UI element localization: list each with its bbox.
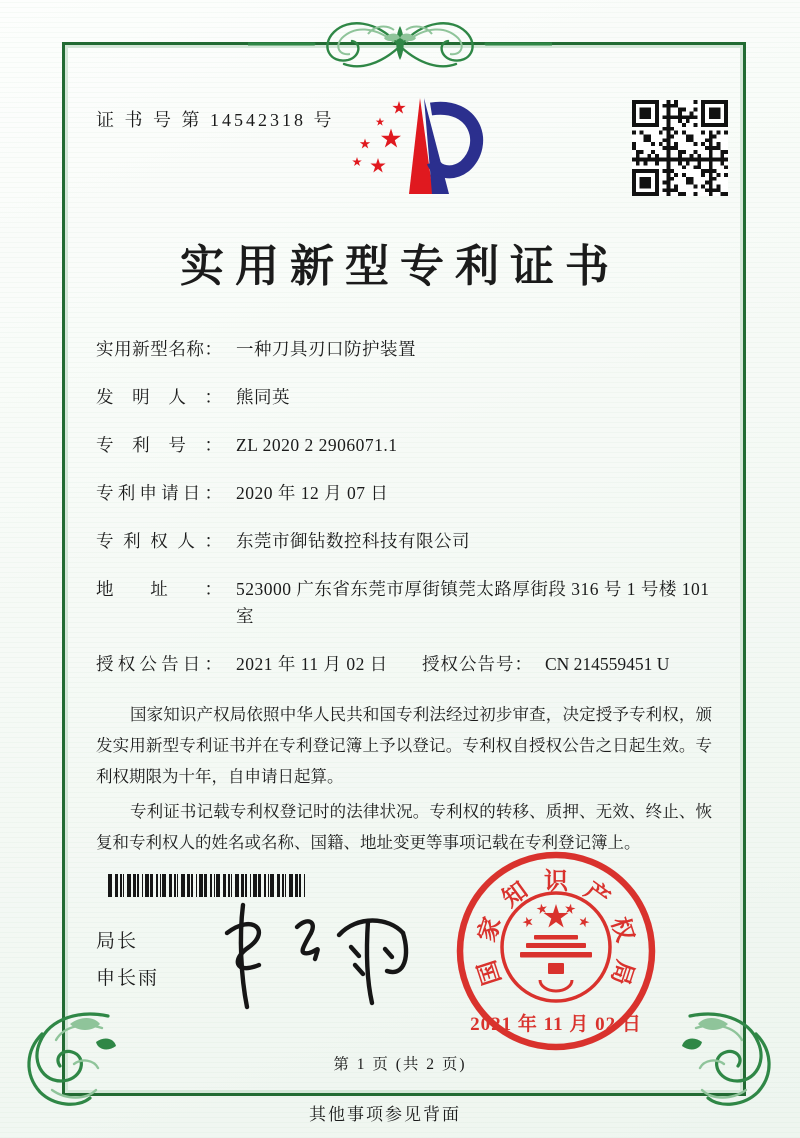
director-signature bbox=[205, 893, 420, 1015]
field-value: ZL 2020 2 2906071.1 bbox=[236, 435, 398, 455]
field-grant-row bbox=[96, 651, 712, 678]
field-patentee bbox=[96, 528, 712, 555]
page-number: 第 1 页 (共 2 页) bbox=[333, 1056, 467, 1073]
field-value: 2020 年 12 月 07 日 bbox=[236, 483, 389, 503]
field-label: 实用新型名称： bbox=[96, 339, 222, 359]
qr-code bbox=[632, 100, 728, 196]
certificate-number: 证 书 号 第 14542318 号 bbox=[96, 110, 335, 130]
field-label: 发明人： bbox=[96, 387, 222, 407]
top-ornament-icon bbox=[248, 12, 552, 76]
field-value: 东莞市御钻数控科技有限公司 bbox=[236, 531, 470, 551]
official-seal bbox=[448, 843, 664, 1059]
legal-paragraph-1: 国家知识产权局依照中华人民共和国专利法经过初步审查，决定授予专利权，颁发实用新型专利证书并在专利登记簿上予以登记。专利权自授权公告之日起生效。专利权期限为十年，自申请日起算。 bbox=[96, 705, 712, 786]
seal-char: 家 bbox=[474, 914, 507, 946]
field-value: 熊同英 bbox=[236, 387, 290, 407]
legal-paragraphs bbox=[96, 699, 712, 858]
grant-date-label: 授权公告日： bbox=[96, 654, 222, 674]
field-label: 专利号： bbox=[96, 435, 222, 455]
seal-char: 权 bbox=[605, 914, 638, 946]
seal-char: 知 bbox=[498, 877, 533, 913]
field-value: 523000 广东省东莞市厚街镇莞太路厚街段 316 号 1 号楼 101 室 bbox=[236, 579, 710, 626]
seal-char: 产 bbox=[579, 877, 614, 913]
signer-block bbox=[96, 932, 159, 1006]
back-note: 其他事项参见背面 bbox=[309, 1105, 461, 1124]
certificate-title: 实用新型专利证书 bbox=[180, 242, 620, 291]
seal-date: 2021 年 11 月 02 日 bbox=[470, 1014, 642, 1035]
field-label: 专利权人： bbox=[96, 531, 222, 551]
signer-title: 局长 bbox=[96, 931, 139, 952]
field-inventor bbox=[96, 384, 712, 411]
cnipa-logo-icon bbox=[333, 92, 503, 218]
seal-char: 国 bbox=[474, 956, 507, 988]
field-utility-model-name bbox=[96, 336, 712, 363]
field-value: 一种刀具刃口防护装置 bbox=[236, 339, 416, 359]
grant-pub-label: 授权公告号： bbox=[422, 654, 533, 674]
seal-char: 识 bbox=[544, 869, 568, 895]
field-patent-number bbox=[96, 432, 712, 459]
field-label: 地址： bbox=[96, 579, 222, 599]
seal-char: 局 bbox=[605, 956, 638, 988]
national-emblem-icon bbox=[502, 893, 610, 1001]
field-label: 专利申请日： bbox=[96, 483, 222, 503]
certificate-fields bbox=[96, 336, 712, 862]
grant-pub-value: CN 214559451 U bbox=[545, 654, 670, 674]
grant-date-value: 2021 年 11 月 02 日 bbox=[236, 654, 388, 674]
field-address bbox=[96, 576, 712, 630]
field-filing-date bbox=[96, 480, 712, 507]
legal-paragraph-2: 专利证书记载专利权登记时的法律状况。专利权的转移、质押、无效、终止、恢复和专利权人的姓名或名称、国籍、地址变更等事项记载在专利登记簿上。 bbox=[96, 802, 712, 852]
signer-name: 申长雨 bbox=[96, 968, 160, 989]
